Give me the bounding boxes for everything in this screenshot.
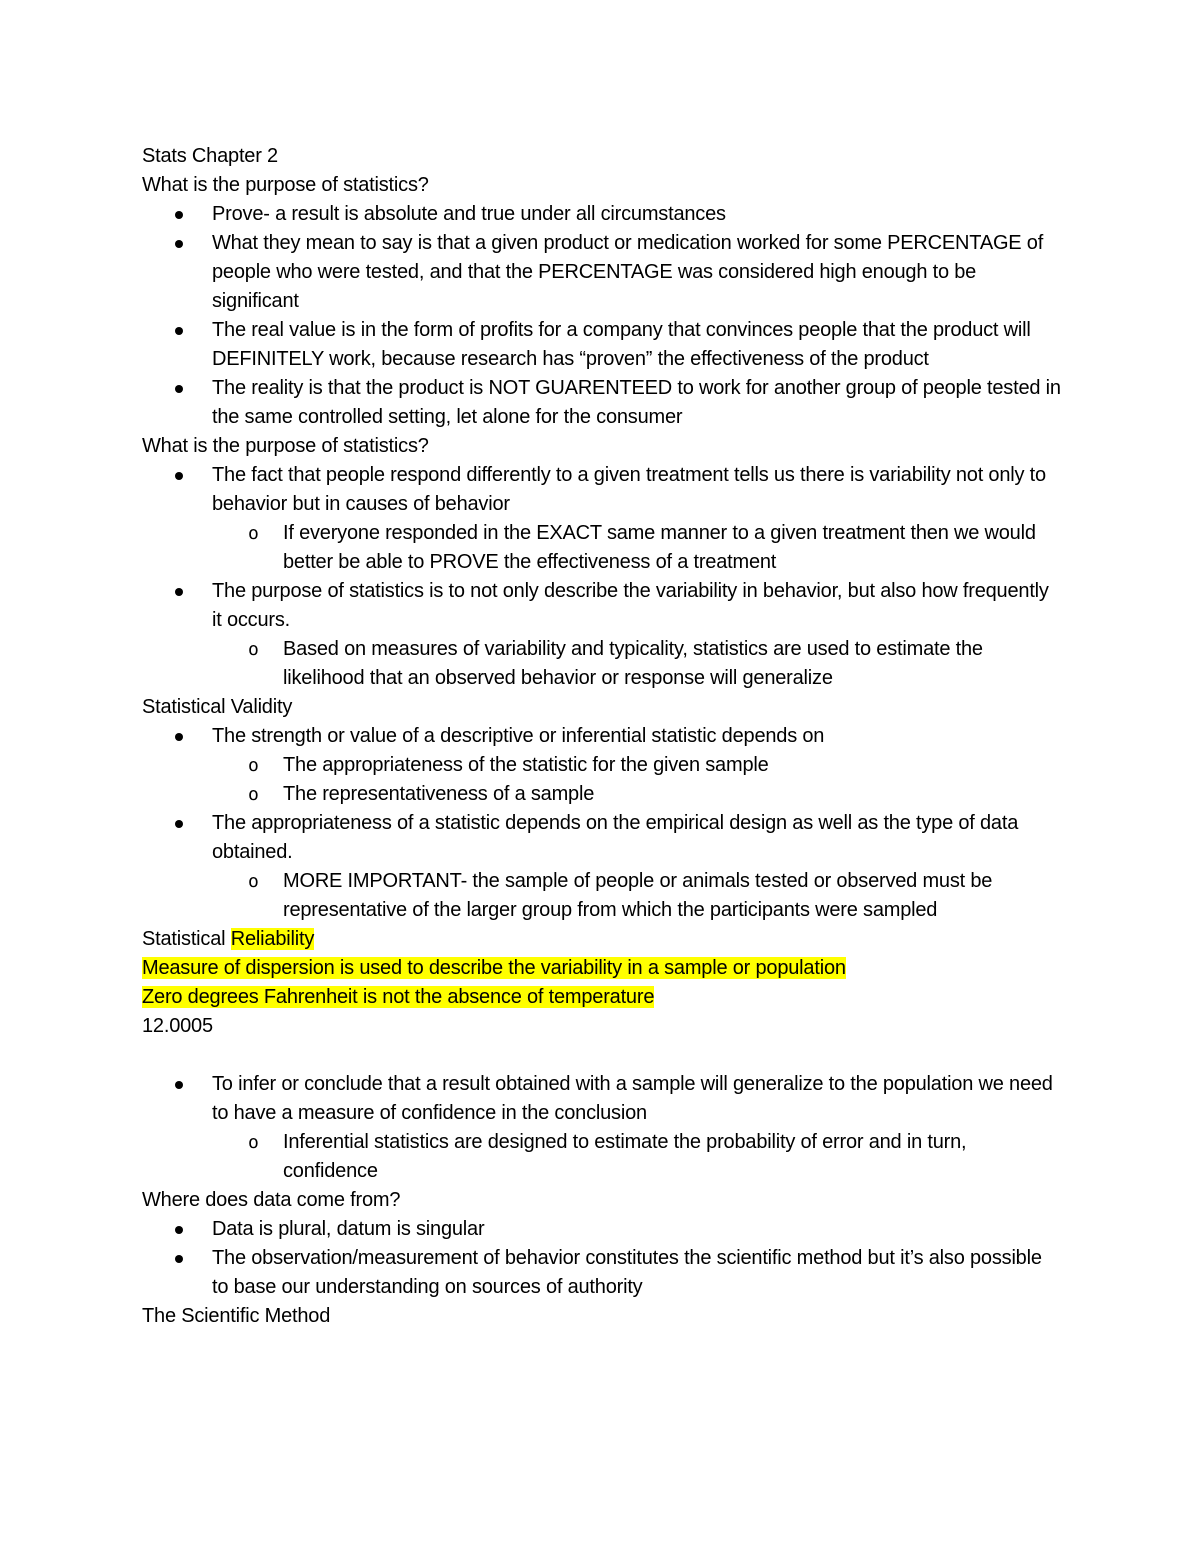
section-heading: Statistical Validity <box>142 696 293 718</box>
sub-bullet-item: o The representativeness of a sample <box>142 780 1062 809</box>
section-heading: What is the purpose of statistics? <box>142 435 429 457</box>
bullet-item: What they mean to say is that a given product or medication worked for some PERCENTAGE of people who were tested, and that the PERCENTAGE was considered high enough to be significant <box>142 229 1062 316</box>
bullet-item: The purpose of statistics is to not only describe the variability in behavior, but also how frequently it occurs. <box>142 577 1062 635</box>
sub-bullet-item: o MORE IMPORTANT- the sample of people or animals tested or observed must be representative of the larger group from which the participants were sampled <box>142 867 1062 925</box>
highlighted-line <box>142 983 1062 1012</box>
bullet-item: Data is plural, datum is singular <box>142 1215 1062 1244</box>
section-heading: Where does data come from? <box>142 1189 401 1211</box>
bullet-item: To infer or conclude that a result obtained with a sample will generalize to the population we need to have a measure of confidence in the conclusion <box>142 1070 1062 1128</box>
sub-bullet-item: o If everyone responded in the EXACT same manner to a given treatment then we would better be able to PROVE the effectiveness of a treatment <box>142 519 1062 577</box>
sub-bullet-item: o Based on measures of variability and typicality, statistics are used to estimate the likelihood that an observed behavior or response will generalize <box>142 635 1062 693</box>
bullet-item: The real value is in the form of profits for a company that convinces people that the product will DEFINITELY work, because research has “proven” the effectiveness of the product <box>142 316 1062 374</box>
sub-bullet-item: o The appropriateness of the statistic for the given sample <box>142 751 1062 780</box>
heading-text: Statistical <box>142 928 231 950</box>
document-body <box>142 142 1062 1331</box>
bullet-item: The appropriateness of a statistic depends on the empirical design as well as the type of data obtained. <box>142 809 1062 867</box>
chapter-title: Stats Chapter 2 <box>142 145 278 167</box>
highlighted-line <box>142 954 1062 983</box>
highlighted-word: Reliability <box>230 928 315 950</box>
bullet-item: The fact that people respond differently to a given treatment tells us there is variability not only to behavior but in causes of behavior <box>142 461 1062 519</box>
bullet-item: The reality is that the product is NOT GUARENTEED to work for another group of people tested in the same controlled setting, let alone for the consumer <box>142 374 1062 432</box>
section-heading: The Scientific Method <box>142 1305 331 1327</box>
number-line: 12.0005 <box>142 1015 213 1037</box>
section-heading <box>142 925 1062 954</box>
bullet-item: The observation/measurement of behavior constitutes the scientific method but it’s also possible to base our understanding on sources of authority <box>142 1244 1062 1302</box>
highlighted-text: Zero degrees Fahrenheit is not the absence of temperature <box>142 986 655 1008</box>
highlighted-text: Measure of dispersion is used to describe the variability in a sample or population <box>142 957 846 979</box>
bullet-item: The strength or value of a descriptive or inferential statistic depends on <box>142 722 1062 751</box>
bullet-item: Prove- a result is absolute and true under all circumstances <box>142 200 1062 229</box>
sub-bullet-item: o Inferential statistics are designed to estimate the probability of error and in turn, confidence <box>142 1128 1062 1186</box>
blank-line <box>142 1041 1062 1070</box>
section-heading: What is the purpose of statistics? <box>142 174 429 196</box>
